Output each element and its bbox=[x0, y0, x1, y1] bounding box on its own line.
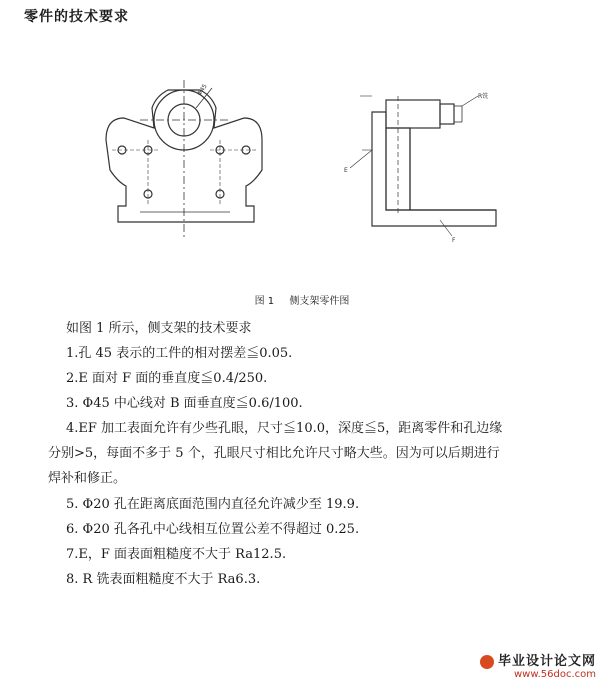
requirement-3: 3. Φ45 中心线对 B 面垂直度≦0.6/100. bbox=[66, 396, 303, 411]
requirement-2: 2.E 面对 F 面的垂直度≦0.4/250. bbox=[66, 371, 268, 386]
requirement-7: 7.E，F 面表面粗糙度不大于 Ra12.5. bbox=[66, 547, 287, 562]
watermark bbox=[480, 650, 596, 680]
requirement-6: 6. Φ20 孔各孔中心线相互位置公差不得超过 0.25. bbox=[66, 522, 360, 537]
intro-paragraph: 如图 1 所示，侧支架的技术要求 bbox=[66, 321, 252, 336]
figure-caption bbox=[0, 292, 604, 307]
r-mill-label: R铣 bbox=[478, 93, 489, 100]
front-view bbox=[106, 80, 262, 238]
requirement-5: 5. Φ20 孔在距离底面范围内直径允许减少至 19.9. bbox=[66, 497, 360, 512]
f-face-label: F bbox=[452, 237, 456, 244]
page-title: 零件的技术要求 bbox=[24, 9, 129, 25]
requirement-8: 8. R 铣表面粗糙度不大于 Ra6.3. bbox=[66, 572, 261, 587]
figure-number: 图 1 bbox=[254, 296, 275, 307]
watermark-title: 毕业设计论文网 bbox=[497, 654, 596, 669]
e-face-label: E bbox=[344, 167, 348, 174]
requirement-4-line-3: 焊补和修正。 bbox=[48, 471, 127, 486]
watermark-logo-icon bbox=[480, 655, 494, 669]
side-view bbox=[344, 92, 496, 244]
part-drawing bbox=[0, 0, 604, 290]
dimension-label: Φ45 bbox=[195, 83, 209, 98]
requirement-1: 1.孔 45 表示的工件的相对摆差≦0.05. bbox=[66, 346, 293, 361]
requirement-4 bbox=[48, 416, 580, 491]
figure-title: 侧支架零件图 bbox=[289, 296, 350, 307]
requirement-4-line-2: 分别>5，每面不多于 5 个，孔眼尺寸相比允许尺寸略大些。因为可以后期进行 bbox=[48, 446, 500, 461]
watermark-url: www.56doc.com bbox=[513, 669, 596, 680]
requirement-4-line-1: 4.EF 加工表面允许有少些孔眼，尺寸≦10.0，深度≦5，距离零件和孔边缘 bbox=[66, 421, 503, 436]
